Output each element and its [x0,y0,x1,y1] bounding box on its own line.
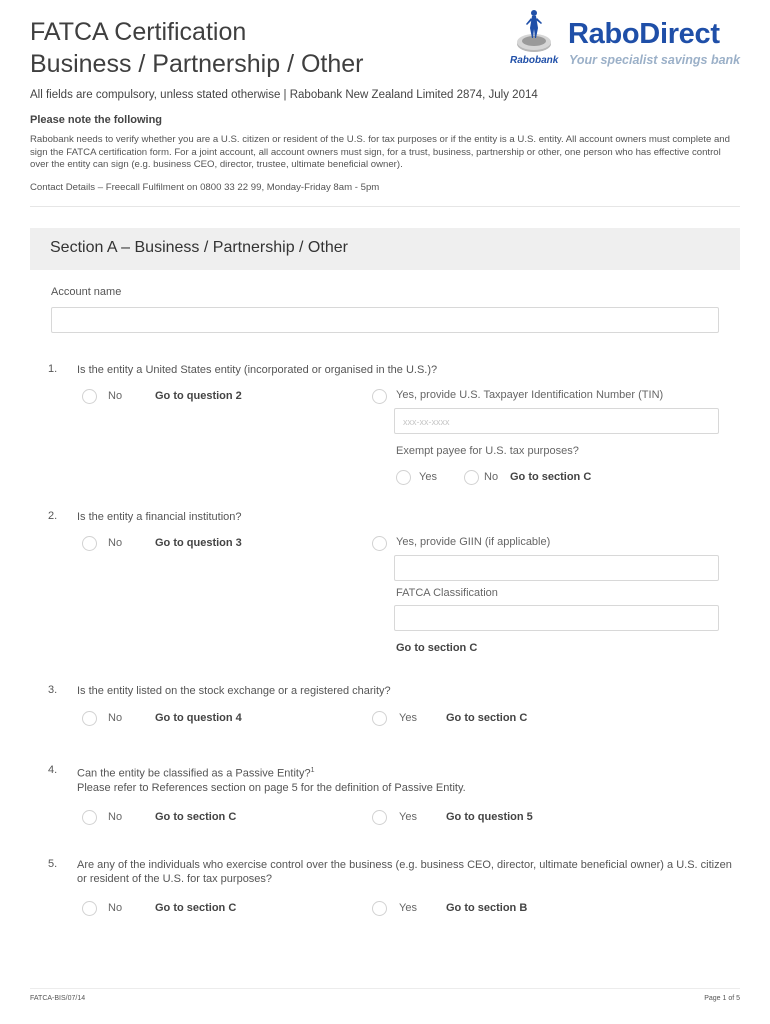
q3-no-label: No [108,712,123,724]
q5-no-label: No [108,902,123,914]
q4-footnote: 1 [310,767,315,774]
q2-no-goto: Go to question 3 [155,537,242,549]
q4-yes-label: Yes [399,811,417,823]
q5-no-radio[interactable] [82,901,97,916]
exempt-no-label: No [484,471,499,483]
q4-text-2: Please refer to References section on page 5 for the definition of Passive Entity. [77,782,466,794]
q1-no-radio[interactable] [82,389,97,404]
q3-yes-label: Yes [399,712,417,724]
q1-no-goto: Go to question 2 [155,390,242,402]
fatca-classification-label: FATCA Classification [396,587,498,599]
q1-yes-label: Yes, provide U.S. Taxpayer Identification Number (TIN) [396,389,664,401]
q2-yes-goto: Go to section C [396,642,478,654]
form-title: FATCA Certification [30,18,247,46]
exempt-yes-label: Yes [419,471,437,483]
q4-no-label: No [108,811,123,823]
q1-no-label: No [108,390,123,402]
exempt-payee-label: Exempt payee for U.S. tax purposes? [396,445,579,457]
q2-no-radio[interactable] [82,536,97,551]
q3-yes-goto: Go to section C [446,712,528,724]
contact-details: Contact Details – Freecall Fulfilment on 0800 33 22 99, Monday-Friday 8am - 5pm [30,182,380,193]
tin-input[interactable] [394,408,719,434]
giin-input[interactable] [394,555,719,581]
brand-parent: Rabobank [510,55,559,66]
brand-tagline: Your specialist savings bank [569,53,741,67]
compulsory-note: All fields are compulsory, unless stated otherwise | Rabobank New Zealand Limited 2874, July 2014 [30,89,538,101]
brand-name: RaboDirect [568,18,720,50]
q3-number: 3. [48,684,58,696]
q4-no-goto: Go to section C [155,811,237,823]
q2-number: 2. [48,510,58,522]
tin-placeholder: xxx-xx-xxxx [403,417,450,427]
section-a-title: Section A – Business / Partnership / Other [50,239,348,256]
q5-yes-label: Yes [399,902,417,914]
q5-no-goto: Go to section C [155,902,237,914]
divider [30,206,740,207]
q2-text: Is the entity a financial institution? [77,511,242,523]
q4-no-radio[interactable] [82,810,97,825]
q4-text [77,764,737,781]
note-heading: Please note the following [30,114,163,126]
form-code: FATCA-BIS/07/14 [30,995,86,1002]
q2-no-label: No [108,537,123,549]
q2-yes-label: Yes, provide GIIN (if applicable) [396,536,551,548]
exempt-yes-radio[interactable] [396,470,411,485]
q3-text: Is the entity listed on the stock exchange or a registered charity? [77,685,391,697]
q1-number: 1. [48,363,58,375]
page-number: Page 1 of 5 [704,995,740,1002]
q3-no-radio[interactable] [82,711,97,726]
q4-yes-radio[interactable] [372,810,387,825]
account-name-field[interactable] [51,307,719,333]
q3-yes-radio[interactable] [372,711,387,726]
q5-text: Are any of the individuals who exercise control over the business (e.g. business CEO, director, ultimate beneficial owner) a U.S. citizen or resident of the U.S. for tax purposes? [77,859,732,885]
q4-number: 4. [48,764,58,776]
exempt-no-goto: Go to section C [510,471,592,483]
q1-text: Is the entity a United States entity (incorporated or organised in the U.S.)? [77,364,438,376]
q1-yes-radio[interactable] [372,389,387,404]
fatca-classification-input[interactable] [394,605,719,631]
q3-no-goto: Go to question 4 [155,712,242,724]
section-a-header [30,228,740,270]
q5-number: 5. [48,858,58,870]
account-name-label: Account name [51,286,122,298]
q5-yes-goto: Go to section B [446,902,528,914]
rabobank-logo-icon [514,8,554,54]
exempt-no-radio[interactable] [464,470,479,485]
footer-divider [30,988,740,989]
note-body: Rabobank needs to verify whether you are a U.S. citizen or resident of the U.S. for tax purposes or if the entity is a U.S. entity. All account owners must complete and sign the FATCA certification form. For a joint account, all account owners must sign, for a trust, business, partnership or other, one person who has effective control over the entity can sign (e.g. business CEO, director, trustee, ultimate beneficial owner). [30,134,730,170]
q5-yes-radio[interactable] [372,901,387,916]
q2-yes-radio[interactable] [372,536,387,551]
q4-question: Can the entity be classified as a Passive Entity? [77,767,311,780]
q4-yes-goto: Go to question 5 [446,811,533,823]
form-subtitle-title: Business / Partnership / Other [30,50,364,78]
